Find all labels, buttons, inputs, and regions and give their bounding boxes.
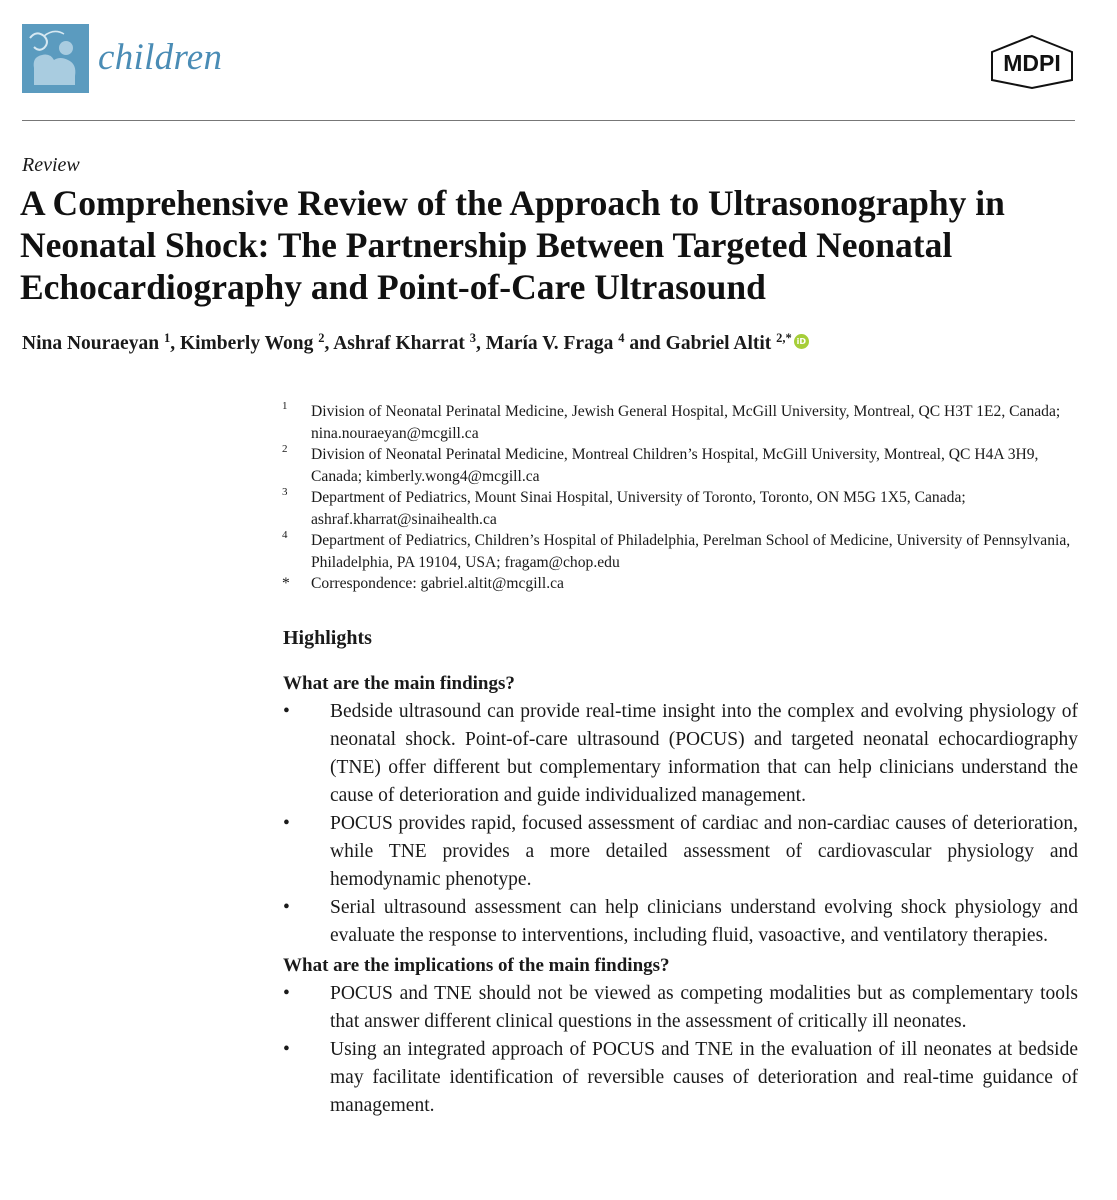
affiliations [282, 401, 1082, 595]
list-item [283, 810, 1078, 894]
affiliation-text: Department of Pediatrics, Mount Sinai Hospital, University of Toronto, Toronto, ON M5G 1X5, Canada; ashraf.kharrat@sinaihealth.ca [311, 489, 966, 528]
children-journal-logo-icon [22, 24, 89, 93]
affiliation-text: Department of Pediatrics, Children’s Hospital of Philadelphia, Perelman School of Medicine, University of Pennsylvania, Philadelphia, PA 19104, USA; fragam@chop.edu [311, 532, 1071, 571]
author-separator: , [324, 333, 334, 354]
list-item [283, 698, 1078, 810]
publisher-name: MDPI [1003, 50, 1061, 76]
list-item [283, 1036, 1078, 1120]
highlight-text: Serial ultrasound assessment can help clinicians understand evolving shock physiology and evaluate the response to interventions, including fluid, vasoactive, and ventilatory therapies. [330, 897, 1078, 946]
affiliation-item [282, 530, 1082, 573]
highlights-subheading: What are the implications of the main findings? [283, 955, 670, 976]
highlight-text: POCUS and TNE should not be viewed as competing modalities but as complementary tools that answer different clinical questions in the assessment of critically ill neonates. [330, 983, 1078, 1032]
highlights-list [283, 980, 1078, 1120]
journal-name: children [98, 37, 223, 78]
article-title: A Comprehensive Review of the Approach to Ultrasonography in Neonatal Shock: The Partnership Between Targeted Neonatal Echocardiography and Point-of-Care Ultrasound [20, 183, 1005, 307]
header-divider [22, 120, 1075, 121]
author-list [22, 333, 809, 355]
author-name: Kimberly Wong [179, 333, 314, 354]
bullet-icon: • [283, 813, 290, 834]
affiliation-item [282, 573, 1082, 595]
affiliation-marker: 4 [282, 529, 288, 541]
correspondence-text: Correspondence: gabriel.altit@mcgill.ca [311, 575, 564, 592]
affiliation-marker: 1 [282, 400, 288, 412]
bullet-icon: • [283, 897, 290, 918]
author-affiliation-mark: 4 [618, 331, 625, 345]
affiliation-item [282, 487, 1082, 530]
author-affiliation-mark: 2,* [776, 331, 792, 345]
list-item [283, 894, 1078, 950]
bullet-icon: • [283, 701, 290, 722]
author-name: Nina Nouraeyan [22, 333, 160, 354]
bullet-icon: • [283, 983, 290, 1004]
highlights-subheading: What are the main findings? [283, 673, 515, 694]
orcid-icon[interactable]: iD [794, 334, 809, 349]
author-separator: and [624, 333, 666, 354]
affiliation-marker: 3 [282, 486, 288, 498]
affiliation-text: Division of Neonatal Perinatal Medicine, Jewish General Hospital, McGill University, Montreal, QC H3T 1E2, Canada; nina.nouraeyan@mcgill.ca [311, 403, 1061, 442]
highlight-text: Using an integrated approach of POCUS and TNE in the evaluation of ill neonates at bedside may facilitate identification of reversible causes of deterioration and real-time guidance of management. [330, 1039, 1078, 1116]
journal-header [22, 24, 1075, 94]
author-separator: , [170, 333, 180, 354]
highlight-text: Bedside ultrasound can provide real-time insight into the complex and evolving physiology of neonatal shock. Point-of-care ultrasound (POCUS) and targeted neonatal echocardiography (TNE) offer different but complementary information that can help clinicians understand the cause of deterioration and guide individualized management. [330, 701, 1078, 806]
author-affiliation-mark: 2 [318, 331, 325, 345]
bullet-icon: • [283, 1039, 290, 1060]
article-type: Review [22, 154, 80, 176]
correspondence-marker: * [282, 575, 290, 592]
highlights-list [283, 698, 1078, 950]
author-separator: , [475, 333, 486, 354]
affiliation-item [282, 444, 1082, 487]
highlight-text: POCUS provides rapid, focused assessment of cardiac and non-cardiac causes of deterioration, while TNE provides a more detailed assessment of cardiovascular physiology and hemodynamic phenotype. [330, 813, 1078, 890]
affiliation-marker: 2 [282, 443, 288, 455]
highlights-heading: Highlights [283, 627, 372, 649]
mdpi-logo [989, 34, 1075, 95]
affiliation-item [282, 401, 1082, 444]
author-name: María V. Fraga [485, 333, 614, 354]
highlights-section [283, 624, 1078, 1122]
author-name: Ashraf Kharrat [333, 333, 465, 354]
author-name: Gabriel Altit [665, 333, 772, 354]
affiliation-text: Division of Neonatal Perinatal Medicine, Montreal Children’s Hospital, McGill University, Montreal, QC H4A 3H9, Canada; kimberly.wong4@mcgill.ca [311, 446, 1039, 485]
author-affiliation-mark: 3 [469, 331, 476, 345]
list-item [283, 980, 1078, 1036]
author-affiliation-mark: 1 [163, 331, 171, 345]
